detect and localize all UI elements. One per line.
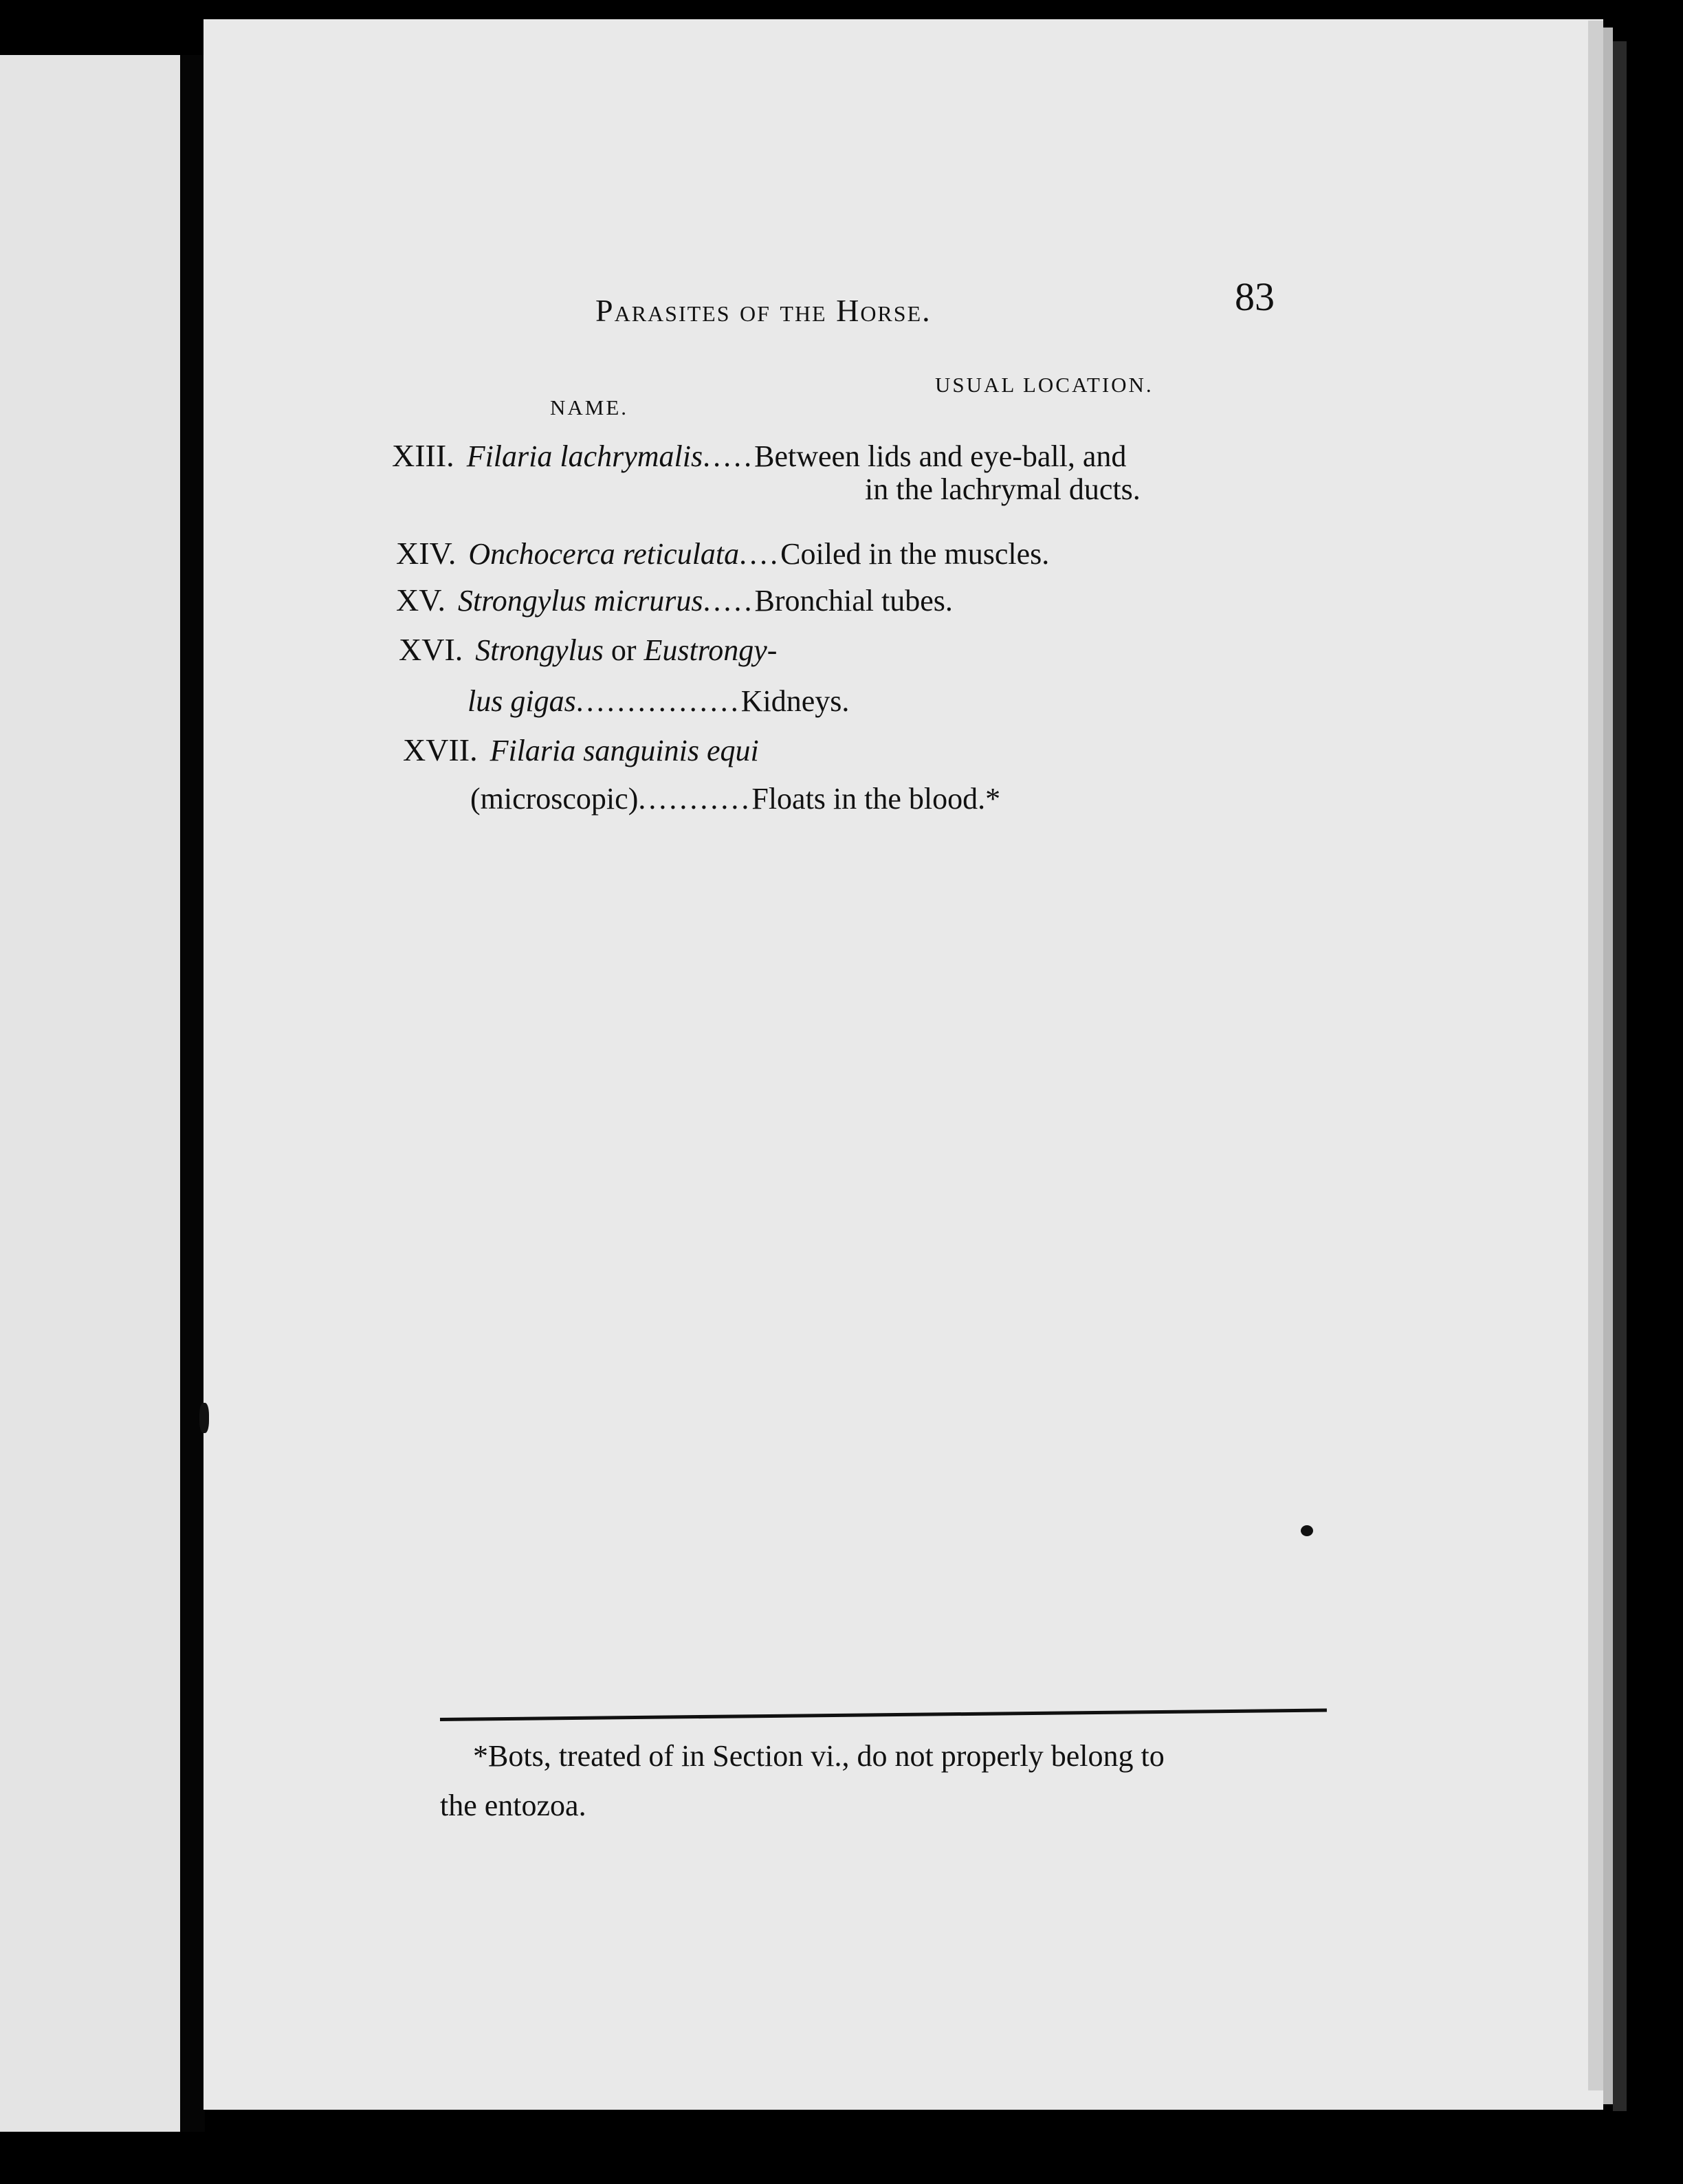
book-page <box>204 19 1603 2110</box>
row-numeral: XVII. <box>403 732 478 767</box>
location-text: Floats in the blood.* <box>751 782 1001 816</box>
table-row <box>399 634 777 666</box>
footnote-text: *Bots, treated of in Section vi., do not properly belong to <box>473 1739 1165 1773</box>
table-row <box>403 734 759 766</box>
name-connector: or <box>610 633 637 667</box>
leader-dots: ..... <box>703 584 755 618</box>
table-row <box>392 440 1126 472</box>
running-head: Parasites of the Horse. <box>595 293 932 328</box>
location-text: Bronchial tubes. <box>754 584 953 618</box>
page-edge-shadow <box>1588 21 1603 2090</box>
row-numeral: XIII. <box>392 438 454 473</box>
parasite-name: Strongylus micrurus <box>458 584 703 618</box>
leader-dots: .... <box>739 537 781 571</box>
book-cover-edge <box>1613 41 1627 2111</box>
row-numeral: XVI. <box>399 632 463 667</box>
table-row-continuation <box>470 784 1000 814</box>
scan-speck <box>199 1403 209 1433</box>
parasite-name-note: (microscopic) <box>470 782 639 816</box>
leader-dots: ................ <box>575 684 741 718</box>
row-numeral: XIV. <box>396 536 456 571</box>
footnote-text: the entozoa. <box>440 1789 586 1822</box>
location-text: Between lids and eye-ball, and <box>754 439 1127 473</box>
table-row-continuation <box>865 474 1141 505</box>
leader-dots: ..... <box>703 439 755 473</box>
page-edge <box>1603 28 1613 2104</box>
parasite-name: Filaria sanguinis equi <box>490 734 759 767</box>
table-row <box>396 538 1049 569</box>
column-header-name: NAME. <box>550 395 629 419</box>
parasite-name: lus gigas <box>468 684 576 718</box>
location-text: Coiled in the muscles. <box>780 537 1050 571</box>
location-text: Kidneys. <box>740 684 850 718</box>
location-text: in the lachrymal ducts. <box>865 472 1141 506</box>
parasite-name: Eustrongy- <box>644 633 778 667</box>
page-number: 83 <box>1235 274 1275 319</box>
facing-page <box>0 55 180 2132</box>
scan-speck <box>1301 1525 1313 1536</box>
leader-dots: ........... <box>638 782 752 816</box>
parasite-name: Filaria lachrymalis <box>466 439 703 473</box>
table-row-continuation <box>468 686 849 717</box>
book-gutter <box>180 55 205 2132</box>
column-header-location: USUAL LOCATION. <box>935 373 1154 397</box>
parasite-name: Strongylus <box>475 633 604 667</box>
parasite-name: Onchocerca reticulata <box>468 537 740 571</box>
row-numeral: XV. <box>396 582 446 618</box>
table-row <box>396 582 953 618</box>
